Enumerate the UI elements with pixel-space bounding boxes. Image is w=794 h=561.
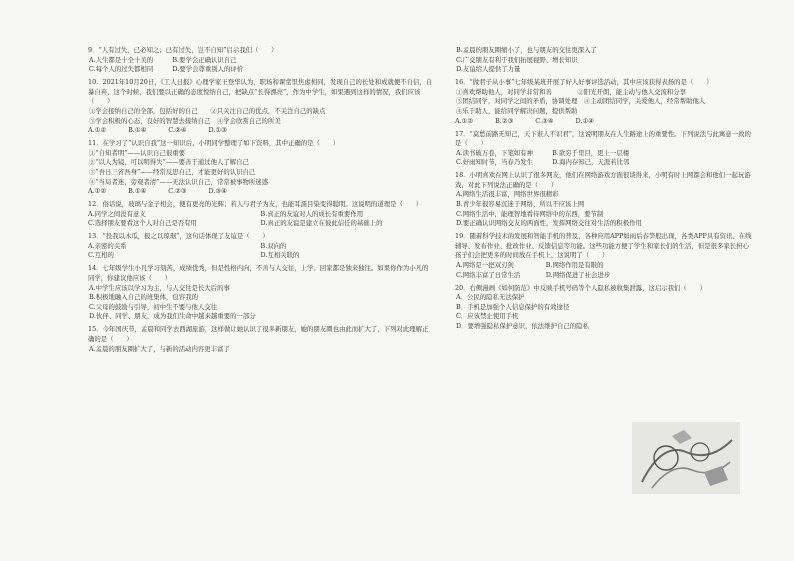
answer-choice: A.①② — [88, 126, 107, 135]
answer-option: ④“当局者迷，旁观者清”——无法认识自己，常常被事物所迷惑 — [89, 177, 269, 186]
question-stem: 19．随着科学技术的发展和智能手机的普及，各种应用APP如雨后春笋般出现，各类APP具有资讯、在线辅导、发布作业、批改作业、反馈信息等功能。这些功能方便了学生和家长们的生活，但是很多家长担心孩子们会把更多的时间放在手机上，这说明了（ ） — [455, 232, 752, 260]
answer-choice-row — [88, 187, 433, 197]
answer-choice: B.①④ — [128, 187, 147, 196]
question — [455, 46, 755, 75]
question — [88, 46, 433, 75]
answer-option: C．应该禁止使用手机 — [456, 312, 519, 321]
answer-option: D.真正的友谊是建立在彼此信任的基础上的 — [260, 219, 383, 228]
answer-option: B.真正的友谊对人的成长有重要作用 — [260, 209, 364, 218]
answer-option: ④乐于助人，能给同学解决问题，提供帮助 — [456, 106, 578, 115]
answer-option: A.同学之间没有意义 — [88, 209, 146, 218]
question — [88, 139, 433, 197]
question — [88, 264, 433, 322]
answer-option: B.青少年很容易沉迷于网络，所以不应该上网 — [456, 200, 585, 209]
answer-option: ②“以人为镜，可以明得失”——要善于通过他人了解自己 — [89, 158, 249, 167]
answer-option: C.好雨知时节，当春乃发生 D.海内存知己，天涯若比邻 — [456, 158, 630, 167]
answer-choice: C.②③ — [168, 187, 187, 196]
question — [88, 78, 433, 136]
question — [88, 325, 433, 354]
answer-option: D.要正确认识网络交友的两面性，发挥网络交往对生活的积极作用 — [456, 219, 642, 228]
answer-option: B.积极地融入自己的班集体，包容我的 — [89, 293, 198, 302]
question-stem: 10．2021年10月20日，《工人日报》心理学家王登华认为，职场和课堂里焦虑相同，发现自己的长处和成就便不自信，自暴自弃，这个时候，我们要以正确的态度悦纳自己，把缺点“长得漂亮”，作为中学生，如果遇到这样的情况，我们应该（ ） — [88, 78, 433, 106]
answer-choice-row — [455, 117, 755, 127]
answer-option: C.网络丰富了日常生活 D.网络促进了社会进步 — [456, 270, 611, 279]
question-stem: 20．右侧漫画《如何防范》中反映手机号码等个人隐私被收集泄露，这启示我们（ ） — [455, 283, 706, 292]
question-stem: 14．七年级学生小凡学习刻苦，成绩优秀，但是性格内向，不善与人交往，上学、回家都是独来独往。如果你作为小凡的同学，你建议他应该（ ） — [88, 264, 429, 283]
question — [88, 232, 433, 261]
privacy-cartoon-image — [632, 422, 740, 494]
question — [455, 130, 755, 168]
answer-choice-row — [88, 126, 433, 136]
answer-option: C.广交朋友有利于我们拓展视野、增长知识 — [456, 55, 578, 64]
answer-choice: B.①④ — [128, 126, 147, 135]
answer-choice: C.③④ — [535, 116, 554, 125]
answer-option-row — [88, 251, 433, 261]
question — [455, 171, 755, 229]
answer-option: A.亲密的关系 — [88, 241, 127, 250]
answer-option-row — [88, 219, 433, 229]
answer-choice: D.①③ — [208, 126, 227, 135]
answer-choice: A.①② — [88, 187, 107, 196]
answer-option: ③学会积极的心态，良好的智慧去接纳自己 ④学会欣赏自己的所美 — [89, 116, 281, 125]
question — [455, 232, 755, 280]
answer-option: A．公民的隐私无法保护 — [456, 293, 525, 302]
right-column — [455, 46, 755, 335]
question-stem: 9．“人有过失，已必知之；已有过失，岂不自知”启示我们（ ） — [88, 46, 278, 54]
question-stem: 15．今年国庆节，孟晨和同学去西湖旅游，这样做让她认识了很多新朋友，她的朋友圈也由此而扩大了，下列对此理解正确的是（ ） — [88, 325, 429, 343]
answer-option: C.选择朋友要看这个人对自己是否有用 — [88, 219, 197, 228]
answer-option: A.中学生应该以学习为主，与人交往是长大后的事 — [89, 283, 230, 292]
answer-option: D.互相关联的 — [260, 251, 300, 260]
answer-choice: D.③④ — [208, 187, 227, 196]
question-stem: 11．在学习了“认识自我”这一知识后，小明同学整理了如下资料，其中正确的是（ ） — [88, 139, 340, 148]
question — [455, 284, 755, 332]
answer-option: ①喜欢帮助他人，对同学非常和善 ②阳光开朗，能主动与他人交流和分享 — [456, 87, 687, 96]
left-column — [88, 46, 433, 358]
answer-option: C.每个人的过失都相同 D.要学会尊重别人的评价 — [89, 65, 244, 74]
answer-option: C.网络生活中，能理智地看待网络中的东西，要节制 — [456, 209, 604, 218]
question — [88, 200, 433, 229]
answer-option: A.读书破万卷，下笔如有神 B.欲穷千里目，更上一层楼 — [456, 148, 630, 157]
answer-option: C.互相的 — [88, 251, 114, 260]
answer-option: B.孟晨的朋友圈缩小了，也与朋友的交往更深入了 — [456, 46, 597, 54]
answer-choice: C.②④ — [168, 126, 187, 135]
question-stem: 16．“做君子从小事”七年级某班开展了好人好事评选活动，其中应该获得表扬的是（ ） — [455, 78, 713, 87]
answer-option: D.友谊给人提供了力量 — [456, 65, 521, 74]
question-stem: 18．小明喜欢在网上认识了很多网友，他们在网络游戏方面很谈得来，小明有时上网都会和他们一起玩游戏，对此下列说法正确的是（ ） — [455, 171, 751, 189]
question-stem: 17．“莫愁前路无知己，天下谁人不识君”，这说明朋友在人生路途上的重要性。下列说法与此寓意一致的是（ ） — [455, 129, 751, 148]
question-stem: 13．“投我以木瓜，报之以琼琚”，这句话体现了友谊是（ ） — [88, 232, 269, 241]
answer-option: ③“吾日三省吾身”——经常反思自己，才能更好的认识自己 — [89, 167, 256, 176]
question — [455, 78, 755, 126]
answer-option: D．要增强隐私保护意识，依法维护自己的隐私 — [456, 321, 589, 330]
answer-option: C.父母的鼓励与引导，初中生不要与他人交往 — [89, 302, 218, 311]
answer-option: A.人生都是十全十美的 B.要学会正确认识自己 — [89, 55, 237, 64]
answer-option: ①“自知者明”——认识自己很重要 — [89, 148, 186, 157]
answer-option: B．手机是加强个人信息保护的有效途径 — [456, 302, 570, 311]
answer-option: A.网络生活很丰富，网络世界很精彩 — [456, 190, 559, 199]
answer-option-row — [88, 242, 433, 252]
question-stem: 12．俗话说，玻璃与金子相会，便有更亮的光辉；若人与君子为友，也能耳濡目染变得聪明。这说明的道理是（ ） — [88, 200, 423, 209]
answer-choice: A.①② — [455, 116, 474, 125]
answer-choice: D.①④ — [575, 116, 594, 125]
answer-option: B.双向的 — [260, 241, 287, 250]
answer-option: A.孟晨的朋友圈扩大了，与新的活动内容更丰富了 — [89, 344, 230, 353]
answer-option: ③团结同学，对同学之间的矛盾，协调处理 ④主动团结同学，关爱他人，经常帮助他人 — [456, 97, 706, 106]
answer-choice: B.②③ — [495, 116, 514, 125]
answer-option: ①学会接纳自己的全部，包括好的自己 ②只关注自己的优点，不关注自己的缺点 — [89, 106, 326, 115]
answer-option-row — [88, 210, 433, 220]
answer-option: D.伙伴、同学、朋友，成为我们生命中越来越重要的一部分 — [89, 312, 256, 321]
answer-option: A.网络是一把双刃剑 B.网络作用是有限的 — [456, 261, 604, 270]
